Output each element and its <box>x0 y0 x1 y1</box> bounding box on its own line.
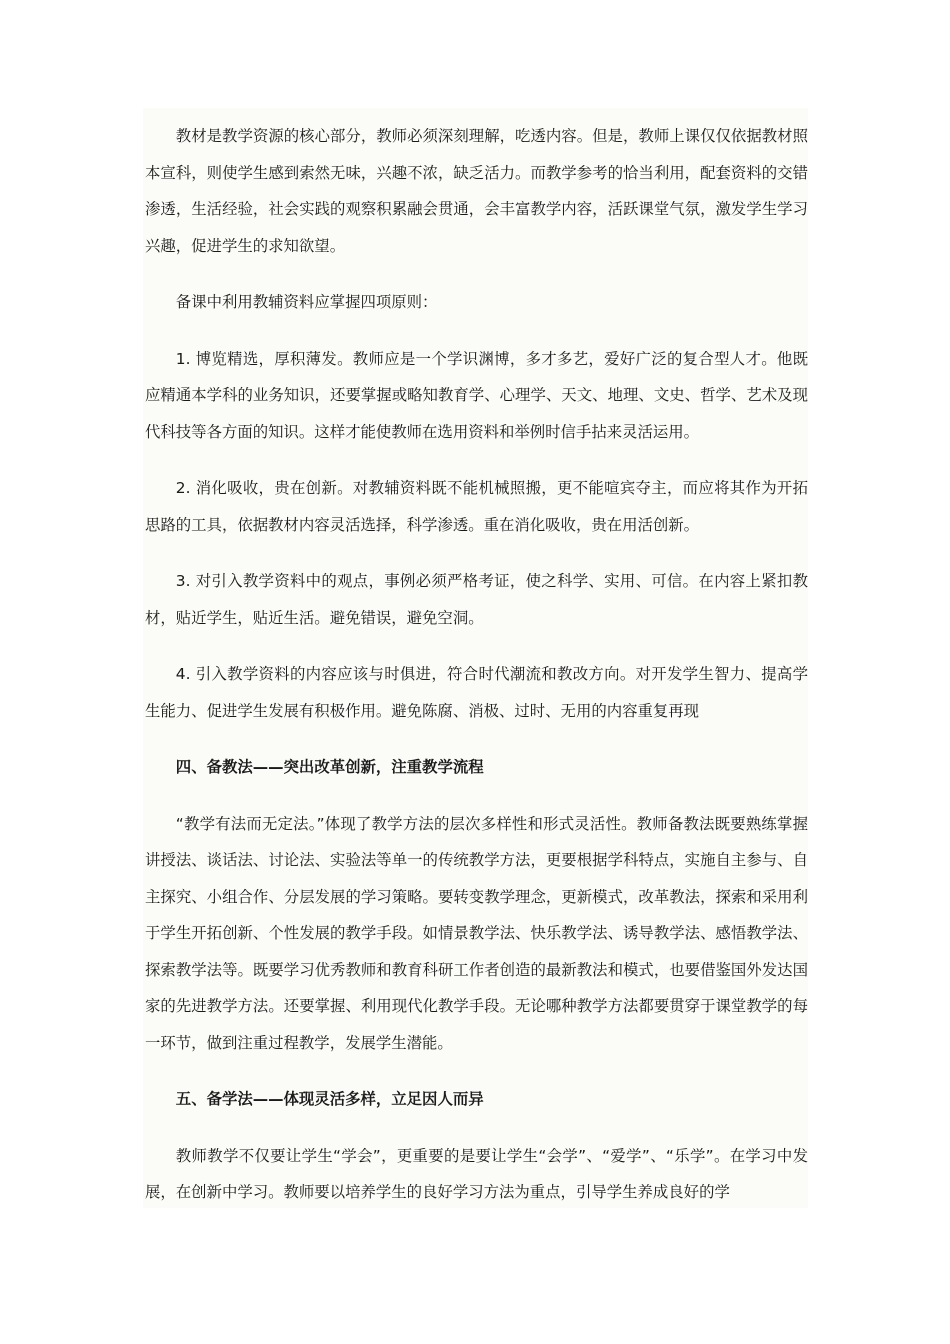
paragraph-gap <box>145 321 808 341</box>
paragraph-principles-intro: 备课中利用教辅资料应掌握四项原则： <box>175 293 438 311</box>
paragraph-gap <box>145 729 808 749</box>
paragraph-intro: 教材是教学资源的核心部分，教师必须深刻理解，吃透内容。但是，教师上课仅仅依据教材照本宣科，则使学生感到索然无味，兴趣不浓，缺乏活力。而教学参考的恰当利用，配套资料的交错渗透，生活经验，社会实践的观察积累融会贯通，会丰富教学内容，活跃课堂气氛，激发学生学习兴趣，促进学生的求知欲望。 <box>145 127 808 255</box>
paragraph-gap <box>145 450 808 470</box>
paragraph-principle-3: 3. 对引入教学资料中的观点，事例必须严格考证，使之科学、实用、可信。在内容上紧扣教材，贴近学生，贴近生活。避免错误，避免空洞。 <box>145 572 808 627</box>
section-heading-teaching-methods: 四、备教法——突出改革创新，注重教学流程 <box>175 758 484 776</box>
paragraph-gap <box>145 543 808 563</box>
document-body <box>145 118 808 1211</box>
paragraph-learning-methods: 教师教学不仅要让学生“学会”，更重要的是要让学生“会学”、“爱学”、“乐学”。在学习中发展，在创新中学习。教师要以培养学生的良好学习方法为重点，引导学生养成良好的学 <box>145 1146 808 1201</box>
paragraph-teaching-methods: “教学有法而无定法。”体现了教学方法的层次多样性和形式灵活性。教师备教法既要熟练掌握讲授法、谈话法、讨论法、实验法等单一的传统教学方法，更要根据学科特点，实施自主参与、自主探究、小组合作、分层发展的学习策略。要转变教学理念，更新模式，改革教法，探索和采用利于学生开拓创新、个性发展的教学手段。如情景教学法、快乐教学法、诱导教学法、感悟教学法、探索教学法等。既要学习优秀教师和教育科研工作者创造的最新教法和模式，也要借鉴国外发达国家的先进教学方法。还要掌握、利用现代化教学手段。无论哪种教学方法都要贯穿于课堂教学的每一环节，做到注重过程教学，发展学生潜能。 <box>145 814 808 1052</box>
paragraph-gap <box>145 786 808 806</box>
paragraph-gap <box>145 1061 808 1081</box>
paragraph-gap <box>145 636 808 656</box>
paragraph-principle-4: 4. 引入教学资料的内容应该与时俱进，符合时代潮流和教改方向。对开发学生智力、提高学生能力、促进学生发展有积极作用。避免陈腐、消极、过时、无用的内容重复再现 <box>145 665 808 720</box>
paragraph-principle-2: 2. 消化吸收，贵在创新。对教辅资料既不能机械照搬，更不能喧宾夺主，而应将其作为开拓思路的工具，依据教材内容灵活选择，科学渗透。重在消化吸收，贵在用活创新。 <box>145 479 808 534</box>
section-heading-learning-methods: 五、备学法——体现灵活多样，立足因人而异 <box>175 1090 484 1108</box>
paragraph-gap <box>145 264 808 284</box>
paragraph-gap <box>145 1118 808 1138</box>
paragraph-principle-1: 1. 博览精选，厚积薄发。教师应是一个学识渊博，多才多艺，爱好广泛的复合型人才。他既应精通本学科的业务知识，还要掌握或略知教育学、心理学、天文、地理、文史、哲学、艺术及现代科技等各方面的知识。这样才能使教师在选用资料和举例时信手拈来灵活运用。 <box>145 349 808 441</box>
